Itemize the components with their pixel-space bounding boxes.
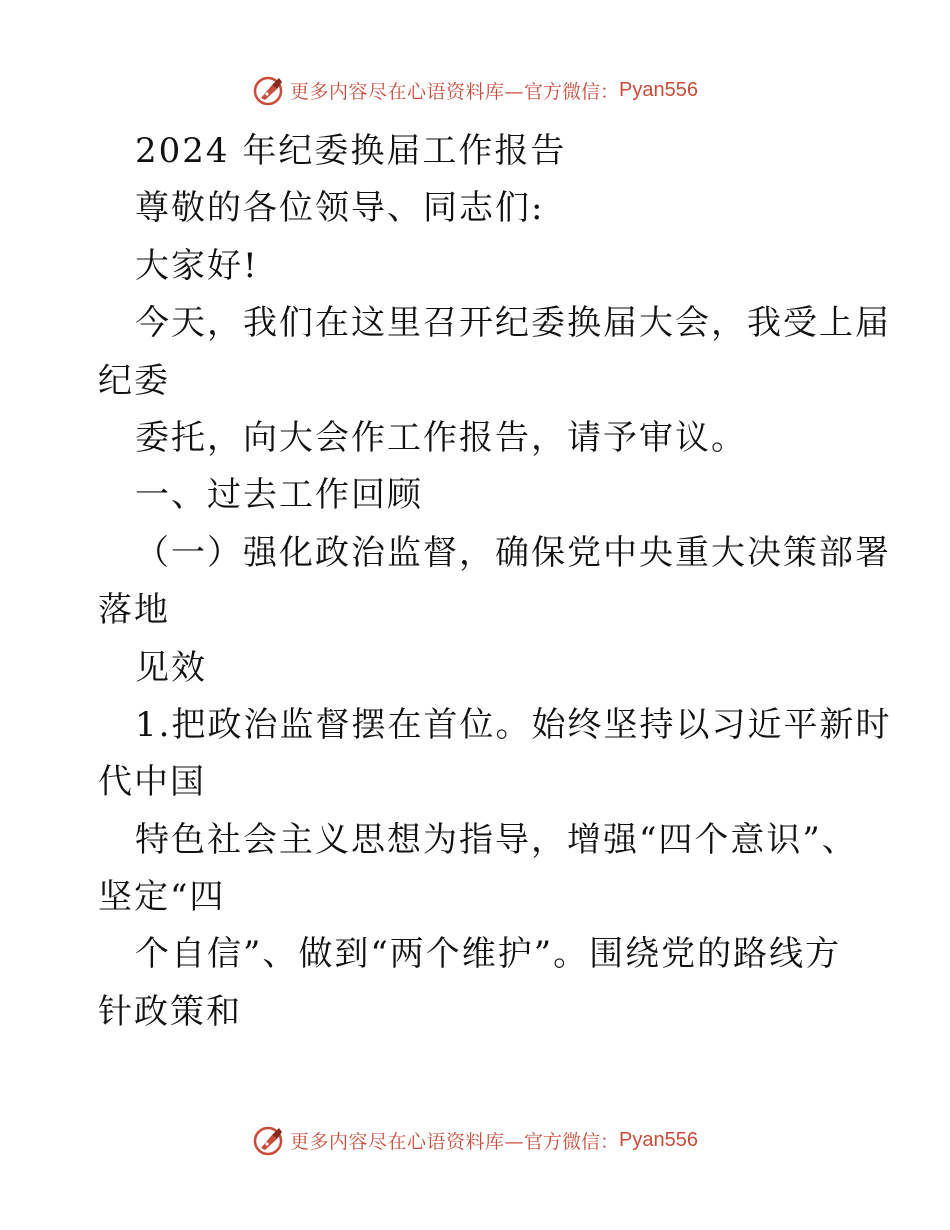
text-line: 尊敬的各位领导、同志们: [135, 188, 545, 229]
footer-watermark [0, 1120, 950, 1160]
text-line: 委托，向大会作工作报告，请予审议。 [135, 417, 747, 458]
text-line: 大家好! [135, 245, 259, 286]
pen-nib-logo-icon [252, 1123, 286, 1157]
text-line: 纪委 [98, 360, 170, 401]
document-body [98, 123, 892, 1041]
text-line: 特色社会主义思想为指导，增强“四个意识”、 [135, 819, 858, 860]
watermark-wechat-label: 官方微信： [524, 80, 620, 103]
text-line: （一）强化政治监督，确保党中央重大决策部署 [135, 532, 891, 573]
text-line: 1.把政治监督摆在首位。始终坚持以习近平新时 [135, 704, 892, 745]
watermark-text: 更多内容尽在心语资料库— [290, 80, 525, 103]
header-watermark [0, 70, 950, 110]
text-line: 落地 [98, 590, 170, 631]
watermark-wechat-id: Pyan556 [619, 1128, 698, 1151]
watermark-wechat-label: 官方微信： [524, 1130, 620, 1153]
watermark-wechat-id: Pyan556 [619, 78, 698, 101]
text-line: 坚定“四 [98, 877, 226, 918]
text-line: 一、过去工作回顾 [135, 475, 423, 516]
text-line: 针政策和 [98, 991, 242, 1032]
text-line: 代中国 [98, 762, 206, 803]
watermark-text: 更多内容尽在心语资料库— [290, 1130, 525, 1153]
text-line: 今天，我们在这里召开纪委换届大会，我受上届 [135, 303, 891, 344]
pen-nib-logo-icon [252, 73, 286, 107]
text-line: 2024 年纪委换届工作报告 [135, 131, 567, 171]
text-line: 见效 [135, 647, 207, 688]
text-line: 个自信”、做到“两个维护”。围绕党的路线方 [135, 934, 842, 975]
